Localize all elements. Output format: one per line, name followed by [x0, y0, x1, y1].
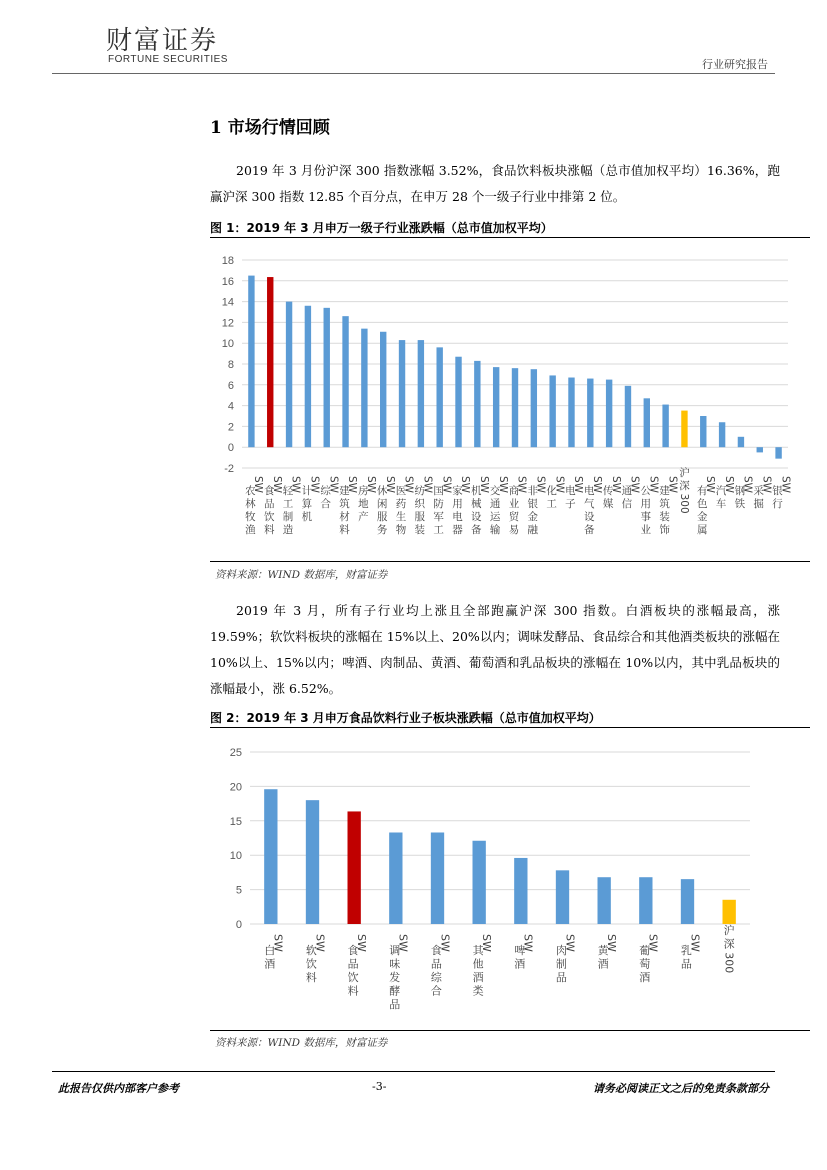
bar: [474, 361, 480, 447]
bar: [644, 398, 650, 447]
figure1-title: 图 1：2019 年 3 月申万一级子行业涨跌幅（总市值加权平均）: [210, 221, 553, 235]
y-tick-label: 0: [235, 919, 242, 931]
x-category-number: 300: [677, 493, 690, 514]
x-category-char: 酒: [639, 971, 651, 984]
figure2-chart: [210, 730, 810, 1027]
bar: [681, 879, 694, 924]
footer-disclaimer: 此报告仅供内部客户参考: [58, 1082, 179, 1095]
bar: [738, 437, 744, 447]
x-category-char: 钢: [734, 485, 746, 497]
x-category-char: 休: [376, 485, 388, 497]
x-category-char: 属: [696, 524, 708, 536]
bar: [286, 302, 292, 448]
x-category-char: 有: [696, 485, 708, 497]
bar: [549, 375, 555, 447]
bar: [606, 380, 612, 448]
x-category-char: 国: [433, 485, 444, 497]
x-category-prefix: SW: [270, 476, 283, 494]
x-category-char: 调: [389, 944, 401, 957]
x-category-char: 银: [772, 485, 783, 497]
x-category-prefix: SW: [647, 476, 660, 494]
x-category-prefix: SW: [572, 476, 585, 494]
x-category-char: 萄: [639, 957, 651, 971]
x-category-prefix: SW: [289, 476, 302, 494]
x-category-char: 通: [489, 498, 501, 510]
x-category-prefix: SW: [521, 934, 535, 952]
x-category-number: 300: [722, 952, 736, 974]
x-category-prefix: SW: [646, 934, 660, 952]
x-category-char: 品: [555, 971, 567, 984]
x-category-prefix: SW: [402, 476, 415, 494]
x-category-char: 沪: [723, 924, 735, 937]
x-category-char: 葡: [639, 944, 651, 957]
y-tick-label: 8: [227, 359, 234, 371]
x-category-char: 酒: [514, 957, 526, 971]
x-category-char: 饮: [305, 957, 317, 971]
x-category-prefix: SW: [609, 476, 622, 494]
header-divider: [52, 73, 775, 74]
x-category-char: 农: [245, 485, 256, 497]
x-category-prefix: SW: [590, 476, 603, 494]
x-category-char: 器: [452, 524, 463, 536]
x-category-char: 输: [489, 524, 501, 536]
x-category-char: 饮: [347, 971, 359, 984]
x-category-char: 纺: [414, 485, 426, 497]
x-category-prefix: SW: [327, 476, 340, 494]
bar: [348, 811, 361, 924]
x-category-char: 采: [753, 485, 764, 497]
x-category-char: 织: [414, 498, 426, 510]
x-category-char: 掘: [753, 498, 764, 510]
bar: [267, 277, 273, 447]
bar: [556, 870, 569, 924]
x-category-char: 类: [472, 984, 484, 998]
x-category-prefix: SW: [346, 476, 359, 494]
x-category-char: 深: [679, 480, 690, 492]
x-category-char: 肉: [555, 944, 567, 957]
y-tick-label: 14: [221, 296, 234, 309]
x-category-char: 产: [358, 511, 369, 523]
x-category-char: 轻: [282, 485, 294, 497]
x-category-prefix: SW: [553, 476, 566, 494]
x-category-char: 地: [358, 498, 369, 510]
x-category-char: 食: [347, 944, 359, 957]
x-category-prefix: SW: [688, 934, 702, 952]
x-category-char: 酵: [389, 984, 401, 998]
x-category-char: 乳: [680, 944, 692, 957]
y-tick-label: 18: [221, 255, 234, 267]
paragraph-1: 2019 年 3 月份沪深 300 指数涨幅 3.52%，食品饮料板块涨幅（总市值加权平均）16.36%，跑赢沪深 300 指数 12.85 个百分点，在申万 28 个一级子行业中排第 2 位。: [210, 163, 780, 204]
footer-divider: [52, 1071, 775, 1072]
x-category-char: 牧: [245, 511, 256, 523]
x-category-prefix: SW: [355, 934, 369, 952]
x-category-char: 物: [395, 524, 407, 536]
bar: [723, 900, 736, 924]
paragraph-2: 2019 年 3 月，所有子行业均上涨且全部跑赢沪深 300 指数。白酒板块的涨幅最高，涨 19.59%；软饮料板块的涨幅在 15%以上、20%以内；调味发酵品、食品综合和其他酒类板块的涨幅在 10%以上、15%以内；啤酒、肉制品、黄酒、葡萄酒和乳品板块的涨幅在 10%以内，其中乳品板块的涨幅最小，涨 6.52%。: [210, 603, 780, 696]
y-tick-label: 12: [221, 317, 234, 330]
x-category-char: 用: [452, 498, 463, 510]
y-tick-label: 5: [235, 884, 242, 897]
x-category-char: 品: [430, 957, 442, 971]
x-category-prefix: SW: [515, 476, 528, 494]
x-category-char: 易: [508, 524, 520, 536]
x-category-char: 军: [433, 511, 444, 523]
y-tick-label: 0: [227, 442, 234, 455]
x-category-char: 制: [555, 957, 567, 971]
figure2-bottom-rule: [210, 1030, 810, 1031]
x-category-prefix: SW: [563, 934, 577, 952]
x-category-char: 设: [584, 511, 595, 523]
bar: [625, 386, 631, 447]
x-category-char: 料: [339, 524, 350, 536]
x-category-char: 融: [527, 524, 539, 536]
x-category-char: 铁: [734, 498, 746, 510]
page-number: -3-: [372, 1080, 387, 1093]
x-category-char: 化: [546, 485, 557, 497]
x-category-char: 色: [696, 498, 708, 510]
x-category-char: 品: [680, 957, 692, 971]
x-category-prefix: SW: [496, 476, 509, 494]
x-category-char: 用: [640, 498, 651, 510]
x-category-char: 业: [640, 524, 651, 536]
y-tick-label: 20: [229, 781, 242, 794]
x-category-char: 银: [527, 498, 539, 510]
x-category-prefix: SW: [480, 934, 494, 952]
x-category-char: 林: [245, 498, 256, 510]
x-category-char: 工: [546, 498, 557, 510]
x-category-char: 商: [508, 485, 520, 497]
x-category-char: 酒: [264, 957, 276, 971]
company-logo-en: FORTUNE SECURITIES: [108, 54, 228, 65]
x-category-char: 电: [565, 485, 576, 497]
x-category-char: 装: [414, 524, 426, 536]
x-category-char: 品: [389, 998, 401, 1011]
x-category-char: 服: [376, 511, 388, 523]
bar: [639, 877, 652, 924]
x-category-prefix: SW: [438, 934, 452, 952]
x-category-char: 饰: [659, 524, 670, 536]
x-category-prefix: SW: [478, 476, 491, 494]
x-category-char: 防: [433, 498, 444, 510]
bar: [568, 378, 574, 448]
section-title: 1 市场行情回顾: [210, 118, 330, 138]
x-category-char: 建: [659, 485, 670, 497]
x-category-char: 事: [640, 511, 651, 523]
x-category-prefix: SW: [459, 476, 472, 494]
x-category-char: 深: [723, 937, 735, 951]
x-category-char: 制: [282, 511, 294, 523]
x-category-char: 家: [452, 485, 463, 497]
x-category-prefix: SW: [605, 934, 619, 952]
x-category-char: 饮: [263, 511, 275, 523]
y-tick-label: 10: [229, 850, 242, 863]
x-category-char: 食: [263, 485, 275, 497]
x-category-char: 筑: [339, 498, 350, 510]
x-category-char: 贸: [508, 511, 520, 523]
x-category-char: 料: [347, 984, 359, 998]
x-category-char: 机: [471, 485, 482, 497]
bar: [342, 316, 348, 447]
y-tick-label: 25: [229, 747, 242, 759]
x-category-prefix: SW: [703, 476, 716, 494]
x-category-char: 运: [489, 511, 501, 523]
x-category-char: 软: [305, 944, 317, 957]
figure2-source: 资料来源：WIND 数据库，财富证券: [215, 1037, 388, 1049]
x-category-char: 发: [389, 971, 401, 984]
x-category-char: 酒: [597, 957, 609, 971]
x-category-char: 金: [527, 511, 539, 523]
x-category-char: 他: [472, 957, 484, 971]
x-category-char: 装: [659, 511, 670, 523]
bar: [399, 340, 405, 447]
y-tick-label: 10: [221, 338, 234, 351]
x-category-char: 信: [621, 498, 633, 510]
bar: [306, 800, 319, 924]
x-category-char: 机: [301, 511, 313, 523]
footer-notice: 请务必阅读正文之后的免责条款部分: [593, 1082, 769, 1095]
x-category-prefix: SW: [440, 476, 453, 494]
x-category-char: 备: [471, 524, 482, 536]
x-category-prefix: SW: [313, 934, 327, 952]
report-type: 行业研究报告: [702, 58, 768, 71]
y-tick-label: -2: [224, 463, 234, 475]
bar: [431, 832, 444, 924]
x-category-char: 品: [263, 498, 275, 510]
bar: [248, 276, 254, 448]
x-category-char: 医: [395, 485, 407, 497]
bar: [775, 447, 781, 458]
x-category-prefix: SW: [396, 934, 410, 952]
x-category-char: 工: [433, 524, 444, 536]
x-category-char: 酒: [472, 971, 484, 984]
x-category-char: 白: [264, 944, 276, 957]
x-category-char: 料: [305, 971, 317, 984]
bar: [514, 858, 527, 924]
bar: [719, 422, 725, 447]
x-category-char: 渔: [245, 524, 256, 536]
x-category-prefix: SW: [534, 476, 547, 494]
x-category-char: 服: [414, 511, 426, 523]
x-category-char: 房: [358, 485, 369, 497]
x-category-char: 设: [471, 511, 482, 523]
bar: [531, 369, 537, 447]
x-category-prefix: SW: [741, 476, 754, 494]
x-category-char: 备: [584, 524, 595, 536]
bar: [700, 416, 706, 447]
figure1-chart: [210, 240, 810, 558]
figure1-bottom-rule: [210, 561, 810, 562]
x-category-char: 品: [347, 957, 359, 971]
x-category-char: 算: [301, 498, 313, 510]
x-category-char: 交: [489, 485, 501, 497]
bar: [512, 368, 518, 447]
x-category-char: 合: [320, 498, 331, 510]
x-category-prefix: SW: [666, 476, 679, 494]
x-category-char: 子: [565, 498, 576, 510]
x-category-char: 非: [527, 485, 539, 497]
y-tick-label: 4: [227, 400, 234, 413]
x-category-prefix: SW: [760, 476, 773, 494]
y-tick-label: 2: [227, 421, 234, 434]
y-tick-label: 16: [221, 275, 234, 288]
bar: [380, 332, 386, 447]
x-category-prefix: SW: [628, 476, 641, 494]
x-category-char: 气: [584, 498, 595, 510]
x-category-prefix: SW: [271, 934, 285, 952]
x-category-char: 味: [389, 957, 401, 971]
x-category-char: 电: [452, 511, 463, 523]
bar: [598, 877, 611, 924]
x-category-prefix: SW: [308, 476, 321, 494]
figure2-title: 图 2：2019 年 3 月申万食品饮料行业子板块涨跌幅（总市值加权平均）: [210, 711, 601, 725]
x-category-char: 计: [301, 485, 313, 497]
x-category-char: 械: [471, 498, 482, 510]
x-category-char: 材: [339, 511, 350, 523]
x-category-char: 业: [508, 498, 520, 510]
figure2-top-rule: [210, 727, 810, 728]
x-category-char: 通: [621, 485, 633, 497]
x-category-char: 建: [339, 485, 350, 497]
x-category-char: 车: [715, 498, 727, 510]
x-category-char: 啤: [514, 944, 526, 957]
x-category-char: 沪: [679, 467, 690, 479]
bar: [389, 832, 402, 924]
bar: [361, 329, 367, 448]
x-category-prefix: SW: [421, 476, 434, 494]
figure1-top-rule: [210, 237, 810, 238]
x-category-char: 合: [430, 984, 442, 998]
bar: [681, 411, 687, 448]
x-category-prefix: SW: [779, 476, 792, 494]
x-category-char: 行: [772, 498, 783, 510]
bar: [587, 379, 593, 448]
x-category-char: 媒: [602, 498, 614, 510]
x-category-char: 料: [263, 524, 275, 536]
bar: [493, 367, 499, 447]
x-category-char: 公: [640, 485, 651, 497]
x-category-char: 电: [584, 485, 595, 497]
x-category-char: 黄: [597, 944, 609, 957]
bar: [473, 841, 486, 924]
figure1-source: 资料来源：WIND 数据库，财富证券: [215, 569, 388, 581]
bar: [418, 340, 424, 447]
x-category-char: 食: [430, 944, 442, 957]
x-category-prefix: SW: [252, 476, 265, 494]
bar: [757, 447, 763, 452]
x-category-prefix: SW: [383, 476, 396, 494]
x-category-char: 其: [472, 944, 484, 957]
x-category-char: 药: [395, 498, 407, 510]
x-category-char: 传: [602, 485, 614, 497]
x-category-char: 汽: [715, 485, 727, 497]
bar: [436, 347, 442, 447]
bar: [662, 405, 668, 448]
bar: [324, 308, 330, 447]
x-category-char: 筑: [659, 498, 670, 510]
x-category-char: 务: [376, 524, 388, 536]
x-category-char: 造: [282, 524, 294, 536]
y-tick-label: 6: [227, 379, 234, 392]
x-category-prefix: SW: [722, 476, 735, 494]
y-tick-label: 15: [229, 815, 242, 828]
x-category-char: 综: [320, 485, 331, 497]
x-category-char: 工: [282, 498, 294, 510]
bar: [305, 306, 311, 447]
x-category-char: 闲: [376, 498, 388, 510]
bar: [264, 789, 277, 924]
x-category-char: 综: [430, 971, 442, 984]
company-logo-cn: 财富证券: [106, 26, 219, 56]
bar: [455, 357, 461, 447]
x-category-prefix: SW: [365, 476, 378, 494]
x-category-char: 生: [395, 511, 407, 523]
x-category-char: 金: [696, 511, 708, 523]
